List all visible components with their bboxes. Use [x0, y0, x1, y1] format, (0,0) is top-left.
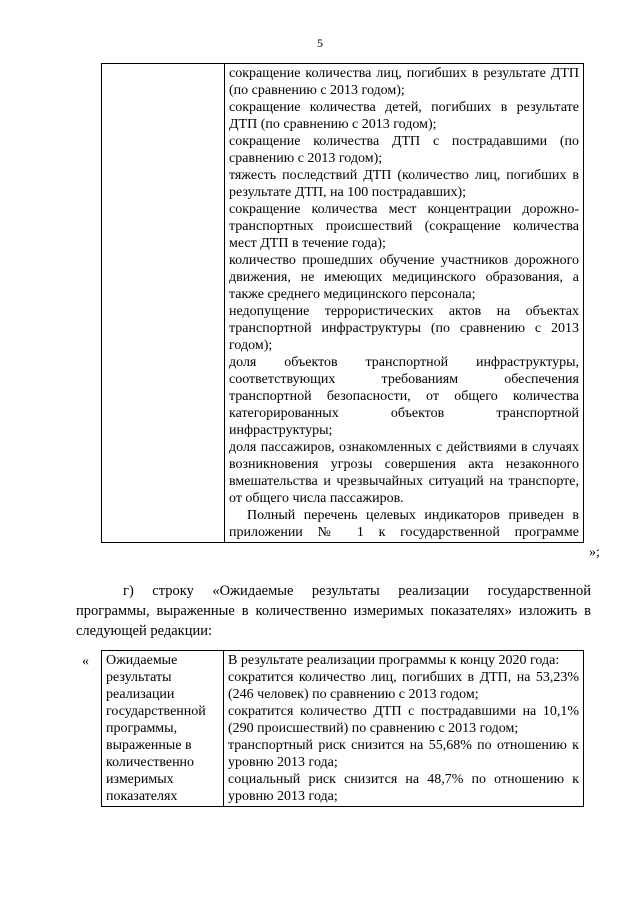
closing-quote-mark: »;	[589, 545, 600, 560]
result-item: транспортный риск снизится на 55,68% по отношению к уровню 2013 года;	[228, 738, 579, 770]
expected-results-content-cell	[224, 651, 584, 807]
indicator-item: тяжесть последствий ДТП (количество лиц, погибших в результате ДТП, на 100 пострадавших);	[229, 168, 579, 200]
result-item: сократится количество ДТП с пострадавшими на 10,1% (290 происшествий) по сравнению с 2013 годом;	[228, 704, 579, 736]
result-item: В результате реализации программы к концу 2020 года:	[228, 653, 560, 668]
page-number: 5	[317, 36, 323, 50]
indicators-table-content-cell	[225, 64, 584, 543]
result-item: сократится количество лиц, погибших в ДТП, на 53,23% (246 человек) по сравнению с 2013 годом;	[228, 670, 579, 702]
indicator-item: сокращение количества детей, погибших в результате ДТП (по сравнению с 2013 годом);	[229, 100, 579, 132]
amendment-paragraph: г) строку «Ожидаемые результаты реализации государственной программы, выраженные в количественно измеримых показателях» изложить в следующей редакции:	[76, 583, 591, 639]
indicator-item: количество прошедших обучение участников дорожного движения, не имеющих медицинского образования, а также среднего медицинского персонала;	[229, 253, 579, 302]
indicators-table-label-cell	[102, 64, 225, 543]
expected-results-label-cell: Ожидаемые результаты реализации государственной программы, выраженные в количественно измеримых показателях	[102, 651, 224, 807]
result-item: социальный риск снизится на 48,7% по отношению к уровню 2013 года;	[228, 772, 579, 804]
indicator-item: доля объектов транспортной инфраструктуры, соответствующих требованиям обеспечения транспортной безопасности, от общего количества категорированных объектов транспортной инфраструктуры;	[229, 355, 579, 438]
indicator-item: сокращение количества ДТП с пострадавшими (по сравнению с 2013 годом);	[229, 134, 579, 166]
opening-quote-mark: «	[82, 654, 89, 669]
indicators-table	[101, 63, 584, 543]
indicator-item: доля пассажиров, ознакомленных с действиями в случаях возникновения угрозы совершения акта незаконного вмешательства и чрезвычайных ситуаций на транспорте, от общего числа пассажиров.	[229, 440, 579, 506]
indicator-item-final: Полный перечень целевых индикаторов приведен в приложении № 1 к государственной программе	[229, 508, 579, 540]
indicator-item: сокращение количества мест концентрации дорожно-транспортных происшествий (сокращение количества мест ДТП в течение года);	[229, 202, 579, 251]
indicator-item: сокращение количества лиц, погибших в результате ДТП (по сравнению с 2013 годом);	[229, 66, 579, 98]
indicator-item: недопущение террористических актов на объектах транспортной инфраструктуры (по сравнению с 2013 годом);	[229, 304, 579, 353]
expected-results-table	[101, 650, 584, 807]
